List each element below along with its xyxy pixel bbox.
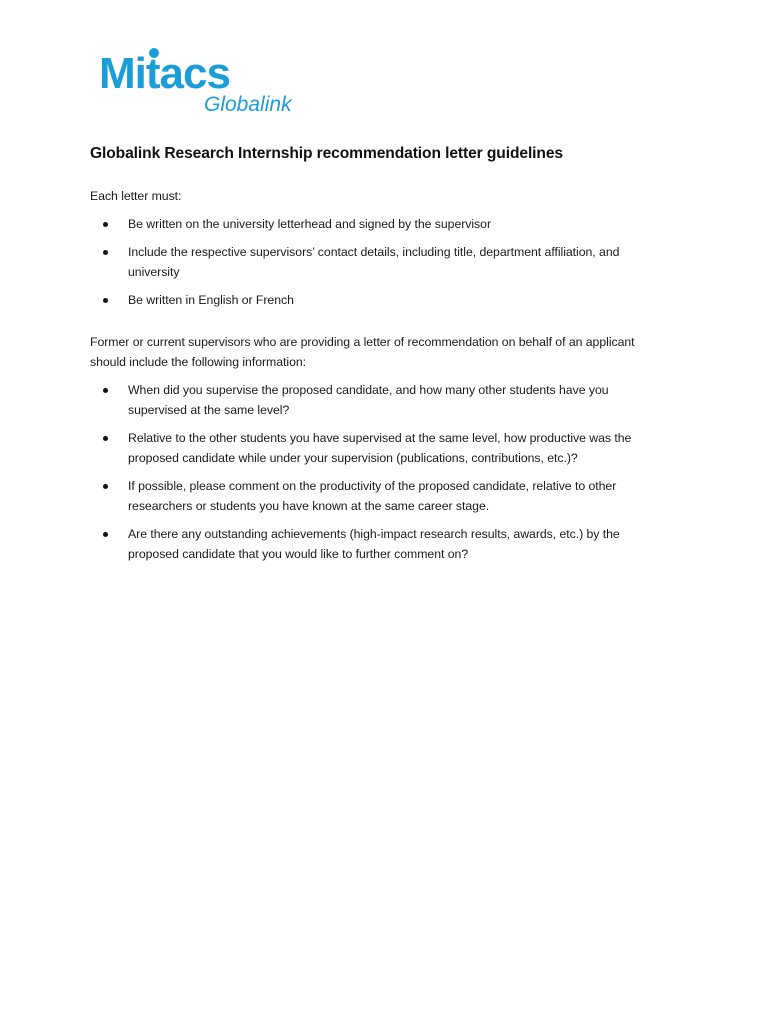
list-item-text: Be written in English or French	[128, 293, 294, 308]
bullet-icon	[103, 298, 108, 303]
list-item-text: If possible, please comment on the productivity of the proposed candidate, relative to other researchers or students you have known at the same career stage.	[128, 479, 617, 514]
bullet-icon	[103, 532, 108, 537]
list-item-text: Be written on the university letterhead and signed by the supervisor	[128, 217, 491, 232]
mitacs-globalink-logo	[96, 44, 316, 124]
list-item	[90, 380, 670, 420]
list-item-text: Relative to the other students you have supervised at the same level, how productive was the proposed candidate while under your supervision (publications, contributions, etc.)?	[128, 431, 632, 466]
list-item-text: Include the respective supervisors’ contact details, including title, department affiliation, and university	[128, 245, 620, 280]
logo-brand-text: Mitacs	[99, 49, 230, 98]
bullet-icon	[103, 436, 108, 441]
list-item-text: When did you supervise the proposed candidate, and how many other students have you supervised at the same level?	[128, 383, 609, 418]
list-item	[90, 242, 670, 282]
document-body	[90, 144, 670, 572]
bullet-icon	[103, 222, 108, 227]
bullet-icon	[103, 388, 108, 393]
section1-intro: Each letter must:	[90, 189, 182, 204]
section2-list	[90, 380, 670, 564]
section1-list	[90, 214, 670, 310]
bullet-icon	[103, 484, 108, 489]
list-item	[90, 428, 670, 468]
list-item	[90, 214, 670, 234]
list-item	[90, 476, 670, 516]
logo-subtitle-text: Globalink	[204, 93, 292, 116]
document-title: Globalink Research Internship recommendation letter guidelines	[90, 145, 563, 162]
section2-intro: Former or current supervisors who are providing a letter of recommendation on behalf of an applicant should include the following information:	[90, 335, 635, 370]
list-item	[90, 524, 670, 564]
bullet-icon	[103, 250, 108, 255]
list-item-text: Are there any outstanding achievements (high-impact research results, awards, etc.) by the proposed candidate that you would like to further comment on?	[128, 527, 620, 562]
list-item	[90, 290, 670, 310]
